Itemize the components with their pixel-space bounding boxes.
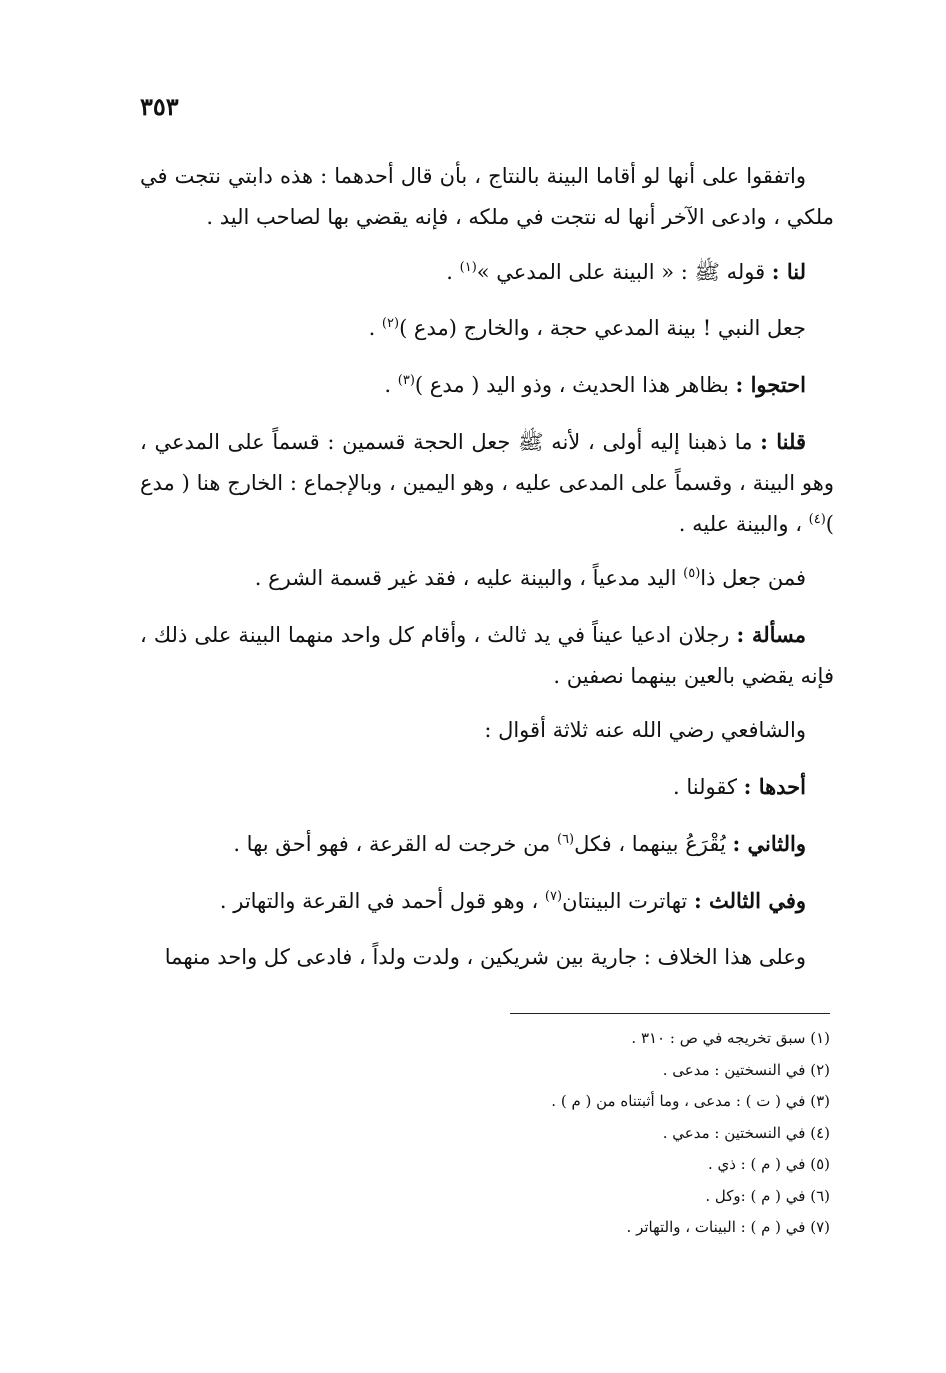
paragraph-text: يُقْرَعُ بينهما ، فكل xyxy=(574,832,733,856)
footnote-5: (٥) في ( م ) : ذي . xyxy=(707,1155,830,1173)
footnote-ref[interactable]: (١) xyxy=(459,260,477,275)
paragraph-tail: ، وهو قول أحمد في القرعة والتهاتر . xyxy=(219,889,545,913)
main-text xyxy=(140,156,834,991)
footnote-3: (٣) في ( ت ) : مدعى ، وما أثبتناه من ( م ) . xyxy=(551,1092,830,1110)
footnote-7: (٧) في ( م ) : البينات ، والتهاتر . xyxy=(626,1218,830,1236)
paragraph-first-view xyxy=(140,766,834,808)
paragraph-text: رجلان ادعيا عيناً في يد ثالث ، وأقام كل واحد منهما البينة على ذلك ، فإنه يقضي بالعين بينهما نصفين . xyxy=(140,623,834,688)
paragraph-lead: قلنا : xyxy=(760,429,806,454)
footnote-divider xyxy=(510,1013,830,1014)
paragraph-text: والشافعي رضي الله عنه ثلاثة أقوال : xyxy=(484,718,806,742)
paragraph-text: تهاترت البينتان xyxy=(562,889,694,913)
paragraph-conclusion xyxy=(140,558,834,599)
footnotes xyxy=(300,1023,830,1244)
paragraph-text: بظاهر هذا الحديث ، وذو اليد ( مدع ) xyxy=(414,373,736,397)
paragraph-our-evidence xyxy=(140,251,834,293)
paragraph-text: وعلى هذا الخلاف : جارية بين شريكين ، ولدت ولداً ، فادعى كل واحد منهما xyxy=(164,945,806,969)
footnote-ref[interactable]: (٣) xyxy=(397,373,415,388)
paragraph-tail: من خرجت له القرعة ، فهو أحق بها . xyxy=(233,832,557,856)
paragraph-second-view xyxy=(140,823,834,865)
paragraph-their-argument xyxy=(140,364,834,406)
footnote-ref[interactable]: (٤) xyxy=(808,512,826,527)
paragraph-lead: وفي الثالث : xyxy=(693,888,806,913)
paragraph-text: كقولنا . xyxy=(672,775,744,799)
paragraph-tail: . xyxy=(384,373,398,397)
paragraph-tail: . xyxy=(368,316,382,340)
paragraph-our-reply xyxy=(140,421,834,545)
paragraph-agreement xyxy=(140,156,834,238)
paragraph-issue xyxy=(140,614,834,697)
footnote-1: (١) سبق تخريجه في ص : ٣١٠ . xyxy=(631,1029,830,1047)
paragraph-text: قوله ﷺ : « البينة على المدعي » xyxy=(476,260,772,284)
paragraph-text: جعل النبي ! بينة المدعي حجة ، والخارج (مدع ) xyxy=(399,316,806,340)
paragraph-third-view xyxy=(140,880,834,922)
paragraph-text: ما ذهبنا إليه أولى ، لأنه ﷺ جعل الحجة قسمين : قسماً على المدعي ، وهو البينة ، وقسماً على المدعى عليه ، وهو اليمين ، وبالإجماع : الخارج هنا ( مدع ) xyxy=(140,430,834,536)
footnote-ref[interactable]: (٦) xyxy=(556,832,575,847)
paragraph-lead: أحدها : xyxy=(743,774,806,799)
footnote-ref[interactable]: (٢) xyxy=(381,316,400,331)
page-number: ٣٥٣ xyxy=(140,92,179,121)
paragraph-text: فمن جعل ذا xyxy=(700,566,806,590)
paragraph-lead: والثاني : xyxy=(732,831,806,856)
paragraph-prophet-ruling xyxy=(140,308,834,349)
footnote-6: (٦) في ( م ) :وكل . xyxy=(705,1186,830,1205)
footnote-2: (٢) في النسختين : مدعى . xyxy=(662,1060,830,1079)
paragraph-continuation xyxy=(140,937,834,978)
paragraph-tail: . xyxy=(446,260,460,284)
paragraph-lead: لنا : xyxy=(771,259,806,284)
paragraph-text: واتفقوا على أنها لو أقاما البينة بالنتاج ، بأن قال أحدهما : هذه دابتي نتجت في ملكي ، وادعى الآخر أنها له نتجت في ملكه ، فإنه يقضي بها لصاحب اليد . xyxy=(140,164,834,229)
paragraph-tail: اليد مدعياً ، والبينة عليه ، فقد غير قسمة الشرع . xyxy=(254,566,684,590)
paragraph-lead: مسألة : xyxy=(736,622,806,647)
paragraph-shafii-views xyxy=(140,710,834,751)
footnote-ref[interactable]: (٧) xyxy=(544,889,563,904)
footnote-ref[interactable]: (٥) xyxy=(683,566,701,581)
footnote-4: (٤) في النسختين : مدعي . xyxy=(662,1123,830,1142)
paragraph-lead: احتجوا : xyxy=(735,372,806,397)
paragraph-tail: ، والبينة عليه . xyxy=(678,512,809,536)
